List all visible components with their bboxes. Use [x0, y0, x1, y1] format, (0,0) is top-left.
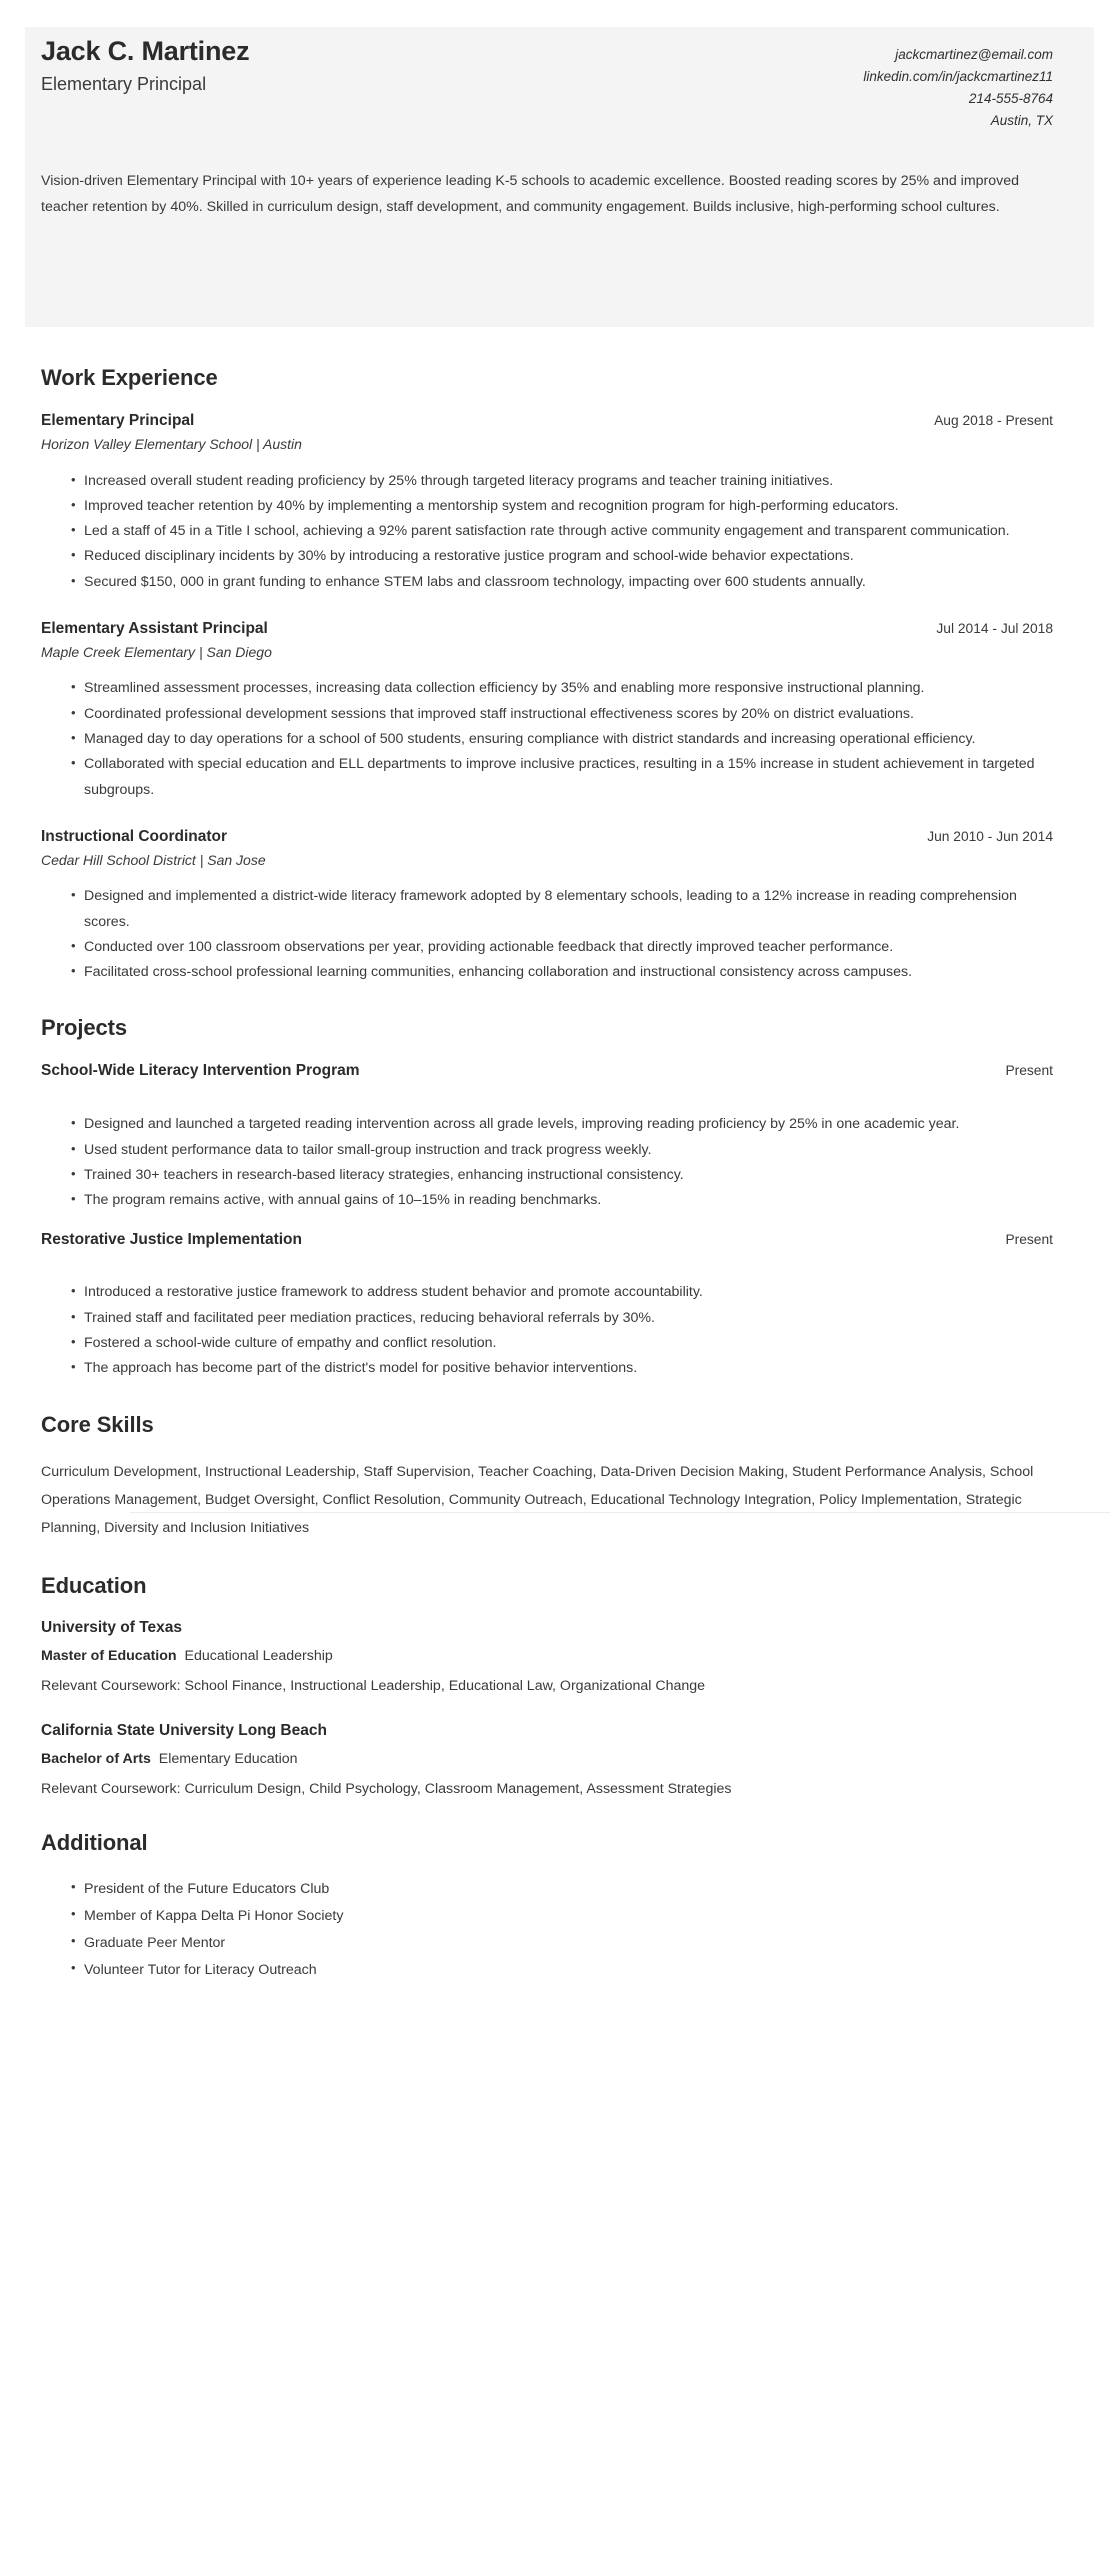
work-entry-bullets — [41, 676, 1053, 802]
work-entry-date: Aug 2018 - Present — [934, 413, 1053, 428]
education-degree: Bachelor of Arts — [41, 1750, 151, 1767]
section-title-projects: Projects — [41, 1015, 128, 1041]
project-entry — [41, 1230, 1053, 1382]
core-skills-list: Curriculum Development, Instructional Leadership, Staff Supervision, Teacher Coaching, Data-Driven Decision Making, Student Performance Analysis, School Operations Management, Budget Oversight, Conflict Resolution, Community Outreach, Educational Technology Integration, Policy Implementation, Strategic Planning, Diversity and Inclusion Initiatives — [41, 1463, 1034, 1537]
project-entry-date: Present — [1005, 1063, 1053, 1079]
work-entry — [41, 619, 1053, 803]
education-entry — [41, 1619, 1053, 1698]
education-field: Elementary Education — [158, 1750, 298, 1767]
section-title-work-experience: Work Experience — [41, 365, 218, 390]
identity-block — [41, 36, 249, 96]
work-entry-header — [41, 619, 1053, 640]
project-entry-header — [41, 1061, 1053, 1082]
work-entry-title: Instructional Coordinator — [41, 827, 227, 845]
bullet-item: • Led a staff of 45 in a Title I school, achieving a 92% parent satisfaction rate through active community engagement and transparent communication. — [71, 519, 1053, 544]
education-coursework: Relevant Coursework: Curriculum Design, Child Psychology, Classroom Management, Assessment Strategies — [41, 1780, 732, 1797]
project-entry-title: School-Wide Literacy Intervention Program — [41, 1062, 360, 1080]
bullet-item: • Improved teacher retention by 40% by implementing a mentorship system and recognition program for high-performing educators. — [71, 494, 1053, 519]
education-entry — [41, 1722, 1053, 1801]
work-entry-date: Jun 2010 - Jun 2014 — [927, 828, 1053, 844]
list-item: • Graduate Peer Mentor — [71, 1930, 1053, 1957]
project-entry-bullets — [41, 1112, 1053, 1213]
project-entry-date: Present — [1005, 1231, 1053, 1247]
work-entry-header — [41, 411, 1053, 432]
education-degree-row — [41, 1648, 1053, 1664]
education-coursework: Relevant Coursework: School Finance, Instructional Leadership, Educational Law, Organizational Change — [41, 1677, 706, 1694]
bullet-item: • Collaborated with special education and ELL departments to improve inclusive practices, resulting in a 15% increase in student achievement in targeted subgroups. — [71, 752, 1053, 803]
work-entry — [41, 827, 1053, 986]
bullet-item: • Facilitated cross-school professional learning communities, enhancing collaboration and instructional consistency across campuses. — [71, 960, 1053, 985]
section-core-skills — [41, 1412, 1053, 1543]
contact-linkedin[interactable]: linkedin.com/in/jackcmartinez11 — [863, 68, 1053, 84]
education-degree: Master of Education — [41, 1647, 177, 1664]
bullet-item: • The approach has become part of the district's model for positive behavior interventions. — [71, 1356, 1053, 1381]
resume-body — [41, 365, 1053, 2014]
project-entry-title: Restorative Justice Implementation — [41, 1230, 302, 1248]
bullet-item: • Used student performance data to tailor small-group instruction and track progress weekly. — [71, 1138, 1053, 1163]
education-school: California State University Long Beach — [41, 1721, 327, 1739]
contact-block — [863, 36, 1053, 131]
bullet-item: • Introduced a restorative justice framework to address student behavior and promote accountability. — [71, 1280, 1053, 1305]
work-entry-subtitle: Maple Creek Elementary | San Diego — [41, 643, 272, 660]
bullet-item: • Coordinated professional development sessions that improved staff instructional effectiveness scores by 20% on district evaluations. — [71, 702, 1053, 727]
work-entry-header — [41, 827, 1053, 848]
list-item: • President of the Future Educators Club — [71, 1876, 1053, 1903]
candidate-name: Jack C. Martinez — [41, 36, 250, 66]
bullet-item: • Reduced disciplinary incidents by 30% by introducing a restorative justice program and school-wide behavior expectations. — [71, 544, 1053, 569]
bullet-item: • Designed and implemented a district-wide literacy framework adopted by 8 elementary schools, leading to a 12% increase in reading comprehension scores. — [71, 884, 1053, 935]
contact-email[interactable]: jackcmartinez@email.com — [895, 47, 1053, 62]
education-school: University of Texas — [41, 1618, 182, 1636]
section-education — [41, 1573, 1053, 1800]
resume-header — [41, 36, 1091, 336]
education-degree-row — [41, 1751, 1053, 1767]
list-item: • Volunteer Tutor for Literacy Outreach — [71, 1957, 1053, 1984]
section-projects — [41, 1015, 1053, 1381]
list-item: • Member of Kappa Delta Pi Honor Society — [71, 1903, 1053, 1930]
project-entry — [41, 1061, 1053, 1213]
additional-list — [41, 1876, 1053, 1984]
bullet-item: • Managed day to day operations for a school of 500 students, ensuring compliance with district standards and increasing operational efficiency. — [71, 727, 1053, 752]
work-entry-date: Jul 2014 - Jul 2018 — [936, 620, 1053, 636]
work-entry-title: Elementary Assistant Principal — [41, 619, 268, 637]
contact-phone[interactable]: 214-555-8764 — [968, 90, 1053, 106]
work-entry-subtitle: Horizon Valley Elementary School | Austin — [41, 435, 302, 452]
page-break-divider — [130, 1512, 1110, 1513]
project-entry-header — [41, 1230, 1053, 1251]
bullet-item: • Conducted over 100 classroom observations per year, providing actionable feedback that directly improved teacher performance. — [71, 935, 1053, 960]
bullet-item: • Increased overall student reading proficiency by 25% through targeted literacy programs and teacher training initiatives. — [71, 469, 1053, 494]
section-additional — [41, 1830, 1053, 1984]
section-title-core-skills: Core Skills — [41, 1411, 154, 1437]
bullet-item: • Designed and launched a targeted reading intervention across all grade levels, improving reading proficiency by 25% in one academic year. — [71, 1112, 1053, 1137]
bullet-item: • Trained staff and facilitated peer mediation practices, reducing behavioral referrals by 30%. — [71, 1306, 1053, 1331]
professional-summary: Vision-driven Elementary Principal with 10+ years of experience leading K-5 schools to academic excellence. Boosted reading scores by 25% and improved teacher retention by 40%. Skilled in curriculum design, staff development, and community engagement. Builds inclusive, high-performing school cultures. — [41, 173, 1020, 215]
work-entry-subtitle: Cedar Hill School District | San Jose — [41, 851, 266, 868]
bullet-item: • Trained 30+ teachers in research-based literacy strategies, enhancing instructional consistency. — [71, 1163, 1053, 1188]
section-work-experience — [41, 365, 1053, 985]
work-entry-bullets — [41, 469, 1053, 595]
work-entry-title: Elementary Principal — [41, 412, 195, 429]
section-title-education: Education — [41, 1572, 147, 1598]
bullet-item: • Streamlined assessment processes, increasing data collection efficiency by 35% and enabling more responsive instructional planning. — [71, 676, 1053, 701]
contact-location: Austin, TX — [990, 112, 1053, 128]
section-title-additional: Additional — [41, 1830, 148, 1856]
bullet-item: • Fostered a school-wide culture of empathy and conflict resolution. — [71, 1331, 1053, 1356]
header-top-row — [41, 36, 1053, 131]
education-field: Educational Leadership — [184, 1647, 333, 1664]
work-entry — [41, 411, 1053, 595]
bullet-item: • The program remains active, with annual gains of 10–15% in reading benchmarks. — [71, 1188, 1053, 1213]
project-entry-bullets — [41, 1280, 1053, 1381]
candidate-job-title: Elementary Principal — [41, 74, 207, 95]
bullet-item: • Secured $150, 000 in grant funding to enhance STEM labs and classroom technology, impacting over 600 students annually. — [71, 570, 1053, 595]
work-entry-bullets — [41, 884, 1053, 985]
